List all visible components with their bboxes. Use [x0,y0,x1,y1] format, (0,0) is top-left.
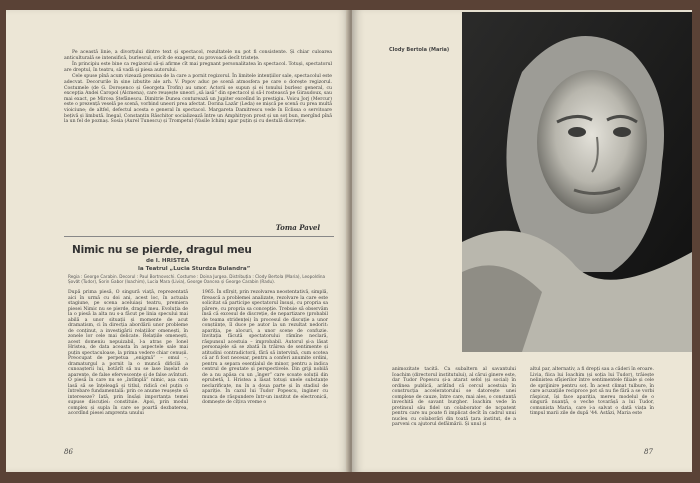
photo-caption: Clody Bertola (Maria) [389,47,450,53]
page-number-right: 87 [644,448,653,456]
review-paragraph-1: Pe această linie, a divorțului dintre text și spectacol, rezultatele nu pot fi consistente. Și chiar culoarea anticulturală se intensifică, burlescul, oricît de exagerat, nu provoacă decît tristețe. [64,50,332,61]
left-page [6,10,350,472]
review-text [64,50,332,125]
article-title: Nimic nu se pierde, dragul meu [72,244,252,256]
review-signature: Toma Pavel [275,223,320,232]
portrait-illustration [462,12,692,352]
byline-author: de I. HRISTEA [146,258,189,264]
credits-block: Regia : George Carabin. Decorul : Paul Bortnovschi. Costume : Doina Jurgea. Distribuția : Clody Bertola (Maria), Leopoldina Șovăt (Tudor), Sorin Gabor (Ioachim), Lucia Mara (Livia), George Oancea și George Carabin (Radu). [68,274,326,285]
article-column-2: 1965. În sfîrșit, prin rezolvarea neostentativă, simplă, firească a problemei analizate, rezolvare la care este solicitat să participe spectatorul însuși, cu propria sa părere, cu propria sa concepție. Trebuie să observăm însă că excesul de discreție, de nepartizare (probabil de teama stridenței) în procesul de discuție a unor conștiințe, îl duce pe autor la un rezultat nedorit: apariția, pe alocuri, a unor scene de confuzie. Invitația făcută spectatorului rămîne neclară, răspunsul acestuia – improbabil. Autorul și-a lăsat personajele să se zbată în trăirea de sentimente și atitudini contradictorii, fără să intervină, cum scotea că ar fi fost necesar, pentru a conferi anumite ordini, pentru a separa esențialul de minor, pentru a indica centrul de greutate și perspectivele. Din griji nobilă de a nu apăsa cu un „înger” care scoate soluții din eprubetă, I. Hristea a lăsat totuși unele substanțe neclarificate, nu în a doua parte și în stadiul de apariție. În cazul lui Tudor Popescu, inginer cu munca de răspundere într-un institut de electronică, domnește de cîțiva vreme o [202,290,328,405]
article-column-3: animozitate tacită. Ca subaltern al savantului Ioachim (directorul institutului), al cărui ginere este, dar Tudor Popescu și-a atarat sefol (și social) în ordinea publică, arătînd că cercul acestuia în construcția acceleratorului se datorește unei complexe de cauze, între care, mai ales, o constantă invechită de savant burgher. Ioachim vede în pretinsul său fidel un colaborator de ncpatent pentru care nu poate fi implicat decît în cadrul unui nucleu cu colaborări din toată țara institut, de a parveni cu ajutorul defăimării. Și unul și [392,367,516,427]
page-number-left: 86 [64,448,73,456]
article-column-1: După prima piesă, O singură viață, reprezentată aici în urmă cu doi ani, acest loc, în actuala stagiune, pe scena aceluiași teatru, premiera piesei Nimic nu se pierde, dragul meu. Evoluția de la o piesă la alta nu s-a făcut pe linia specului mai abilă a unor situații și momente de acut dramatism, ci în direcția abordării unor probleme de conținut, a investigării relațiilor omenești, în zonele lor cele mai delicate. Relațiile omenești, acest domeniu nepuizabil, l-a atras pe Ionel Hristea, de data aceasta în aspectele sale mai puțin spectaculoase, la prima vedere chiar cenușii. Preocupat de perpetua „enigmă” – omul –, dramaturgul a pornit la o muncă dificilă a cunoașterii lui, botărît să nu se lase înșelat de aparențe, de false efervescențe și de false avînturi. O piesă în care nu se „întîmplă” nimic, așa cum lasă să se înțeleagă și titlul, ridică cel puțin o întrebare fundamentală: prin ce anume reușește să intereseze? Iată, prin însăși importanța temei supuse discuției: constituie. Apoi, prin modul complex și supla în care se poartă dezbaterea, acordînd piesei amprenta unului [68,290,188,416]
review-paragraph-2: În principiu este bine ca regizorul să-și afirme cît mai pregnant personalitatea în spectacol. Totuși, spectatorul are dreptul, în teatru, să vadă și piesa autorului. [64,62,332,73]
article-column-4: altul par, alternativ, a fi drepți sau a căderi în eroare. Livia, fiica lui Ioachim (și soția lui Tudor), trăiește nelinistea sfîșierilor între sentimentele filiale și cele de sprijinire pentru soț. În acest climat tulbure, în care acuzațiile reciproce pot să nu fie fără a se vorbi răspicat, își face apariția, mereu modelul de o singură nuanță, o veche tovarășă a lui Tudor, comunista Maria, care i-a salvat o dată viața în timpul marii zile de după '44. Astăzi, Maria este [530,367,654,416]
byline-theatre: la Teatrul „Lucia Sturdza Bulandra” [138,266,251,272]
review-paragraph-3: Cele spuse pînă acum vizează premisa de la care a pornit regizorul. În limitele intențiilor sale, spectacolul este adecvat. Decorurile în sine izbutite ale arh. V. Popov aduc pe scenă atmosfera pe care o dorește regizorul. Costumele (de G. Doroșenco și Georgeta Trofin) au umor. Actorii se supun și ei tonului burlesc general, cu excepția Andei Caropol (Alcmena), care reușește uneori „să iasă” din spectacol și să-l rostească pe Giraudoux, sau mai exact, pe Mircea Ștefănescu. Dimitrie Dunea conturează un Jupiter excelînd în prestigiu. Voicu Jorj (Mercur) este o prezență veselă pe scenă, vorbind uneori prea afectat. Dorina Lazăr (Leda) se mișcă pe scenă cu prea multă vioiciune; de altfel, defectul acesta e general în spectacol. Margareta Damitrescu vede în Eclissa o servitoare bețivă și limbută. Inegal, Constantin Răschitor socializează între un Amphitryon prost și un soț bun, mergînd pînă la un fel de poznaș. Sosia (Aurel Tunescu) și Trompetul (Vasile Ichim) apar puțin și cu destulă discreție. [64,74,332,125]
portrait-photo [462,12,692,352]
top-divider [64,236,334,237]
